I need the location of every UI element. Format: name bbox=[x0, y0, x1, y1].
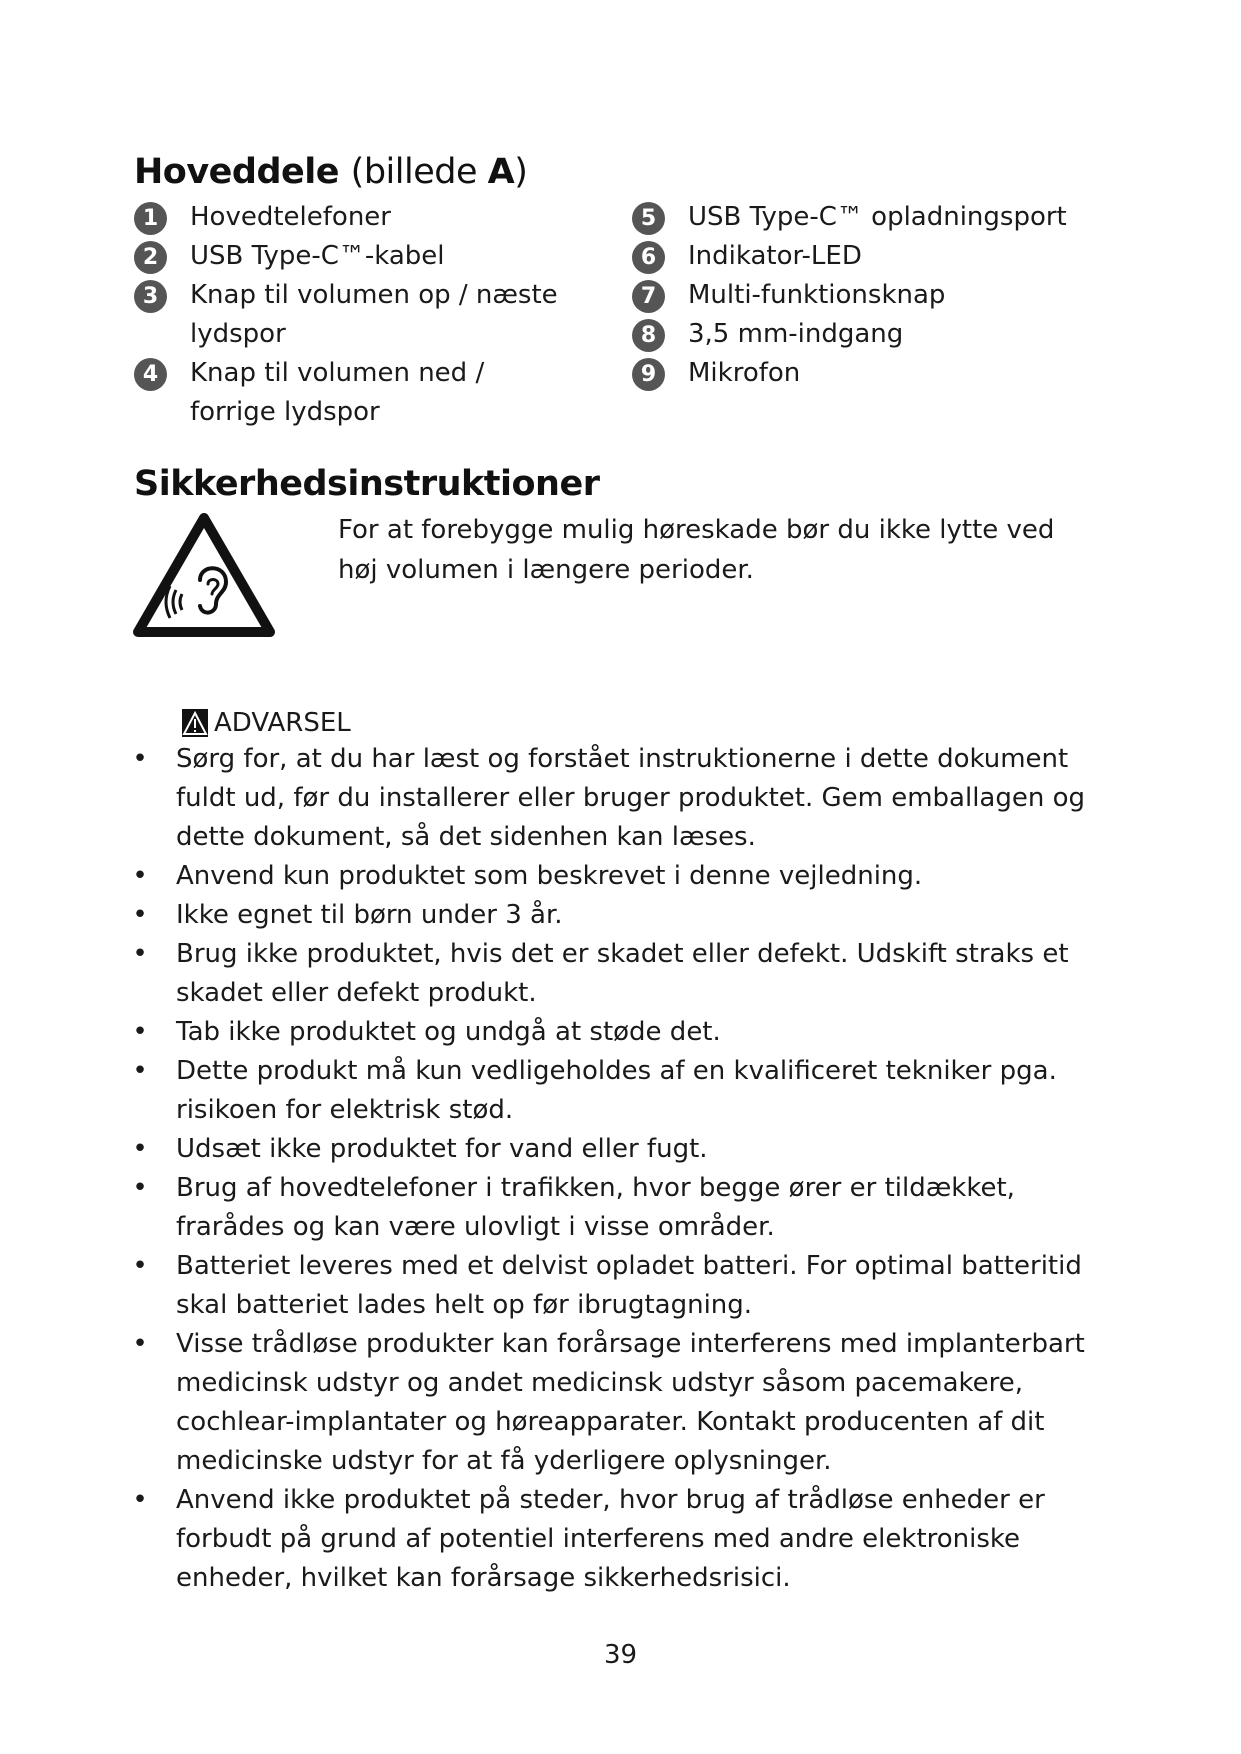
parts-list-left bbox=[134, 198, 574, 432]
advarsel-label-row bbox=[178, 706, 351, 740]
parts-heading-letter: A bbox=[487, 152, 515, 192]
part-item bbox=[134, 276, 574, 354]
part-item bbox=[134, 354, 574, 432]
safety-bullet-list bbox=[130, 740, 1110, 1598]
safety-bullet: • Sørg for, at du har læst og forstået instruktionerne i dette dokument fuldt ud, før du installerer eller bruger produktet. Gem emballagen og dette dokument, så det sidenhen kan læses. bbox=[130, 740, 1110, 857]
part-label: USB Type-C™ opladningsport bbox=[688, 202, 1067, 232]
part-label: Multi-funktionsknap bbox=[688, 280, 946, 310]
part-item bbox=[632, 276, 1152, 315]
number-badge-icon: 7 bbox=[632, 280, 665, 313]
safety-bullet: • Tab ikke produktet og undgå at støde det. bbox=[130, 1013, 1110, 1052]
part-item bbox=[134, 198, 574, 237]
part-label: 3,5 mm-indgang bbox=[688, 319, 904, 349]
page-number: 39 bbox=[603, 1640, 638, 1670]
parts-heading-bold: Hoveddele bbox=[134, 152, 339, 192]
part-item bbox=[632, 354, 1152, 393]
number-badge-icon: 2 bbox=[134, 241, 167, 274]
safety-bullet: • Udsæt ikke produktet for vand eller fugt. bbox=[130, 1130, 1110, 1169]
parts-heading bbox=[134, 152, 527, 192]
part-item bbox=[632, 198, 1152, 237]
part-label: Hovedtelefoner bbox=[190, 202, 391, 232]
safety-bullet: • Dette produkt må kun vedligeholdes af en kvalificeret tekniker pga. risikoen for elektrisk stød. bbox=[130, 1052, 1110, 1130]
safety-bullet: • Batteriet leveres med et delvist opladet batteri. For optimal batteritid skal batteriet lades helt op før ibrugtagning. bbox=[130, 1247, 1110, 1325]
number-badge-icon: 5 bbox=[632, 202, 665, 235]
number-badge-icon: 6 bbox=[632, 241, 665, 274]
number-badge-icon: 4 bbox=[134, 358, 167, 391]
safety-bullet: • Brug af hovedtelefoner i trafikken, hvor begge ører er tildækket, frarådes og kan være ulovligt i visse områder. bbox=[130, 1169, 1110, 1247]
safety-bullet: • Visse trådløse produkter kan forårsage interferens med implanterbart medicinsk udstyr og andet medicinsk udstyr såsom pacemakere, cochlear-implantater og høreapparater. Kontakt producenten af dit medicinske udstyr for at få yderligere oplysninger. bbox=[130, 1325, 1110, 1481]
parts-heading-close: ) bbox=[514, 152, 528, 192]
advarsel-label: ADVARSEL bbox=[214, 708, 351, 738]
part-item bbox=[134, 237, 574, 276]
safety-bullet: • Anvend kun produktet som beskrevet i denne vejledning. bbox=[130, 857, 1110, 896]
part-label: Knap til volumen op / næste lydspor bbox=[190, 280, 558, 349]
number-badge-icon: 9 bbox=[632, 358, 665, 391]
part-label: Indikator-LED bbox=[688, 241, 862, 271]
warning-triangle-icon bbox=[178, 708, 212, 738]
safety-bullet: • Brug ikke produktet, hvis det er skadet eller defekt. Udskift straks et skadet eller defekt produkt. bbox=[130, 935, 1110, 1013]
safety-bullet: • Anvend ikke produktet på steder, hvor brug af trådløse enheder er forbudt på grund af potentiel interferens med andre elektroniske enheder, hvilket kan forårsage sikkerhedsrisici. bbox=[130, 1481, 1110, 1598]
safety-bullet: • Ikke egnet til børn under 3 år. bbox=[130, 896, 1110, 935]
number-badge-icon: 8 bbox=[632, 319, 665, 352]
number-badge-icon: 3 bbox=[134, 280, 167, 313]
part-label: Mikrofon bbox=[688, 358, 801, 388]
parts-heading-paren: (billede bbox=[350, 152, 488, 192]
hearing-warning-text: For at forebygge mulig høreskade bør du ikke lytte ved høj volumen i længere perioder. bbox=[338, 515, 1055, 585]
part-label: Knap til volumen ned / forrige lydspor bbox=[190, 358, 485, 427]
safety-heading: Sikkerhedsinstruktioner bbox=[134, 464, 600, 504]
parts-list-right bbox=[632, 198, 1152, 393]
hearing-warning-icon bbox=[130, 510, 278, 640]
part-item bbox=[632, 315, 1152, 354]
part-item bbox=[632, 237, 1152, 276]
part-label: USB Type-C™-kabel bbox=[190, 241, 445, 271]
number-badge-icon: 1 bbox=[134, 202, 167, 235]
